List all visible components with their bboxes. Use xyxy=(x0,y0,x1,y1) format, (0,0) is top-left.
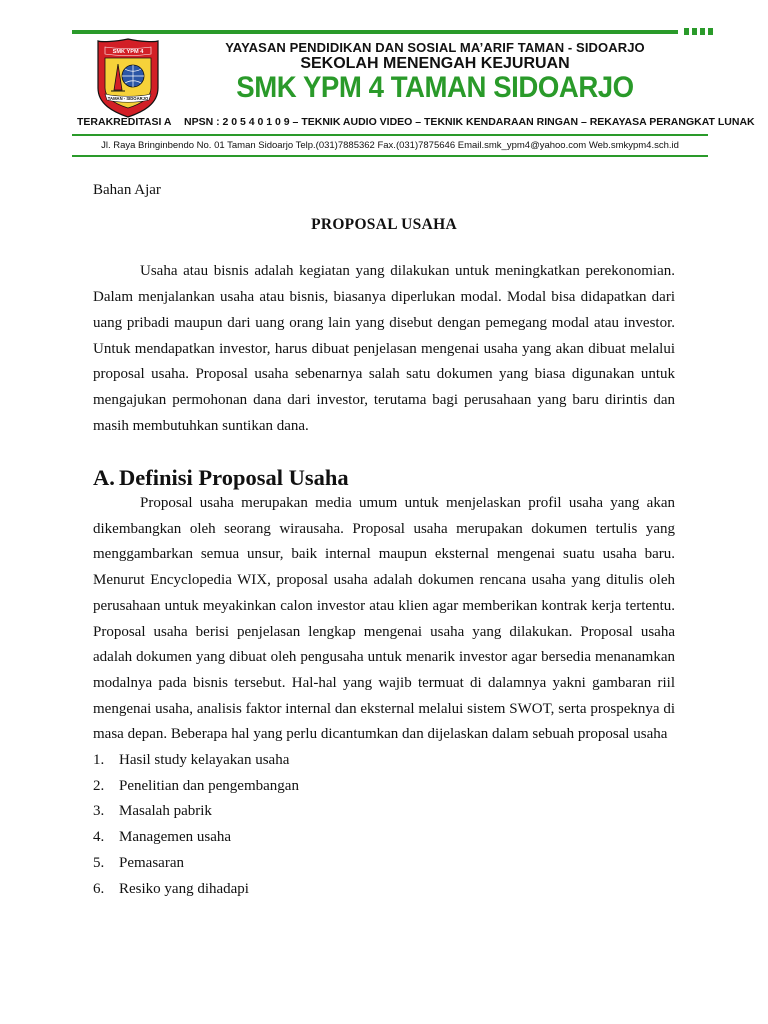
list-item xyxy=(93,877,675,903)
list-item xyxy=(93,774,675,800)
school-name: SMK YPM 4 TAMAN SIDOARJO xyxy=(236,71,634,104)
letterhead-divider-top xyxy=(72,134,708,136)
school-logo-icon xyxy=(97,38,159,118)
list-item-text: Pemasaran xyxy=(119,854,184,871)
list-item-text: Managemen usaha xyxy=(119,829,232,846)
list-item-number: 1. xyxy=(93,752,105,769)
list-item-number: 4. xyxy=(93,829,105,846)
letterhead-divider-bottom xyxy=(72,155,708,157)
list-item-text: Penelitian dan pengembangan xyxy=(119,777,299,794)
intro-paragraph: Usaha atau bisnis adalah kegiatan yang dilakukan untuk meningkatkan perekonomian. Dalam menjalankan usaha atau bisnis, biasanya diperlukan modal. Modal bisa didapatkan dari uang pribadi maupun dari uang orang lain yang disebut dengan pemegang modal atau investor. Untuk mendapatkan investor, harus dibuat penjelasan mengenai usaha yang akan dibuat melalui proposal usaha. Proposal usaha sebenarnya salah satu dokumen yang biasa digunakan untuk mengajukan permohonan dana dari investor, terutama bagi perusahaan yang baru dirintis dan masih membutuhkan suntikan dana. xyxy=(93,263,675,434)
material-label: Bahan Ajar xyxy=(93,182,161,198)
list-item xyxy=(93,825,675,851)
logo-bottom-text: TAMAN - SIDOARJO xyxy=(107,96,149,101)
section-a-heading xyxy=(93,465,675,491)
section-a-letter: A. xyxy=(93,465,115,491)
document-title: PROPOSAL USAHA xyxy=(311,215,457,233)
proposal-contents-list xyxy=(93,748,675,902)
document-body xyxy=(93,178,675,902)
contact-line: Jl. Raya Bringinbendo No. 01 Taman Sidoarjo Telp.(031)7885362 Fax.(031)7875646 Email.smk_ypm4@yahoo.com Web.smkypm4.sch.id xyxy=(101,140,679,151)
list-item-text: Hasil study kelayakan usaha xyxy=(119,752,290,769)
accreditation: TERAKREDITASI A xyxy=(77,116,172,128)
list-item-text: Resiko yang dihadapi xyxy=(119,880,249,897)
list-item xyxy=(93,851,675,877)
section-a-paragraph: Proposal usaha merupakan media umum untuk menjelaskan profil usaha yang akan dikembangkan oleh seorang wirausaha. Proposal usaha merupakan dokumen tertulis yang menggambarkan semua unsur, baik internal maupun eksternal mengenai suatu usaha baru. Menurut Encyclopedia WIX, proposal usaha adalah dokumen rencana usaha yang ditulis oleh perusahaan untuk meyakinkan calon investor atau klien agar memberikan kontrak kerja tertentu. Proposal usaha berisi penjelasan lengkap mengenai usaha yang dilakukan. Proposal usaha adalah dokumen yang dibuat oleh pengusaha untuk menarik investor agar bersedia menanamkan modalnya pada bisnis tersebut. Hal-hal yang wajib termuat di dalamnya yakni gambaran riil mengenai usaha, analisis faktor internal dan eksternal melalui sistem SWOT, serta prospeknya di masa depan. Beberapa hal yang perlu dicantumkan dan dijelaskan dalam sebuah proposal usaha xyxy=(93,495,675,743)
list-item xyxy=(93,799,675,825)
foundation-name: YAYASAN PENDIDIKAN DAN SOSIAL MA’ARIF TAMAN - SIDOARJO xyxy=(225,40,645,55)
school-type: SEKOLAH MENENGAH KEJURUAN xyxy=(300,55,570,72)
list-item-number: 5. xyxy=(93,854,105,871)
list-item-number: 3. xyxy=(93,803,105,820)
top-squares xyxy=(684,28,713,35)
top-rule xyxy=(72,30,678,34)
list-item-number: 6. xyxy=(93,880,105,897)
list-item-number: 2. xyxy=(93,777,105,794)
logo-top-text: SMK YPM 4 xyxy=(112,49,144,55)
section-a-title: Definisi Proposal Usaha xyxy=(119,465,349,491)
npsn-programs: NPSN : 2 0 5 4 0 1 0 9 – TEKNIK AUDIO VIDEO – TEKNIK KENDARAAN RINGAN – REKAYASA PERANGKAT LUNAK xyxy=(184,116,755,128)
list-item-text: Masalah pabrik xyxy=(119,803,212,820)
list-item xyxy=(93,748,675,774)
